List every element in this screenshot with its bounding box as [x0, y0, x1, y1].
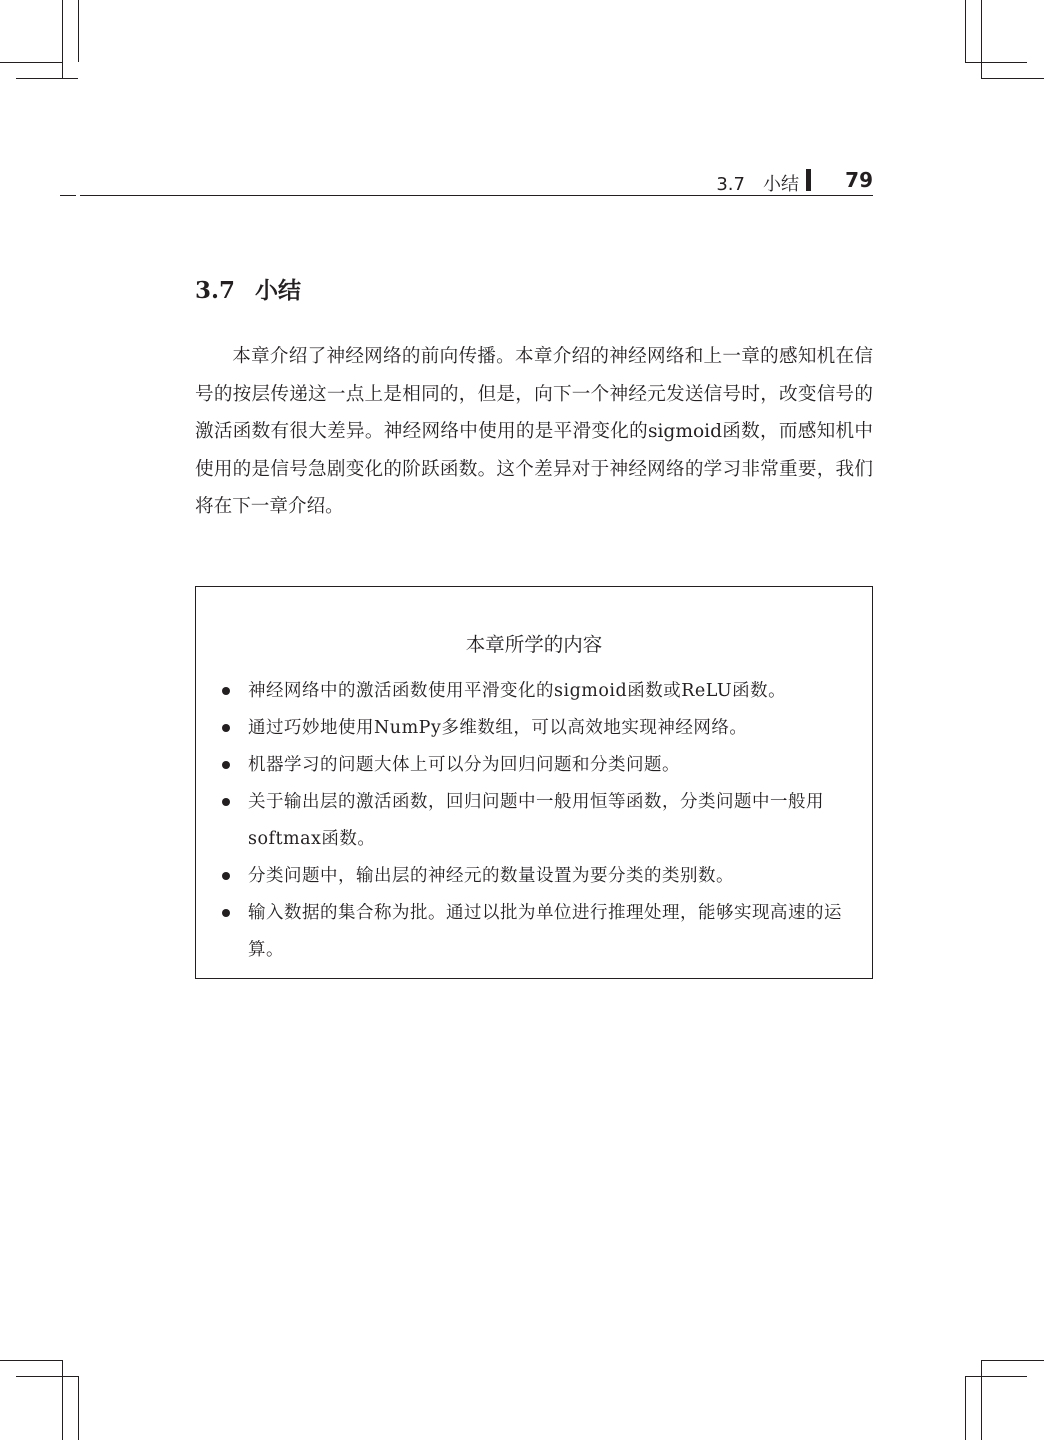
list-item-text: 关于输出层的激活函数，回归问题中一般用恒等函数，分类问题中一般用softmax函数。 [248, 792, 824, 849]
crop-mark-bottom-right-h2 [981, 1360, 1044, 1361]
list-item [220, 895, 854, 969]
crop-mark-bottom-right-h1 [965, 1376, 1027, 1377]
bullet-icon [222, 798, 230, 806]
crop-mark-bottom-left-h1 [0, 1360, 62, 1361]
running-head-bar [806, 169, 811, 191]
header-rule [80, 195, 873, 196]
crop-mark-top-right-v1 [965, 0, 966, 62]
summary-list [220, 673, 854, 969]
list-item-text: 机器学习的问题大体上可以分为回归问题和分类问题。 [248, 755, 680, 775]
bullet-icon [222, 687, 230, 695]
running-head: 3.7 小结 [716, 174, 799, 195]
section-number: 3.7 [195, 277, 236, 304]
list-item [220, 858, 854, 895]
crop-mark-top-left-h2 [16, 78, 78, 79]
header-rule-stub [60, 195, 76, 196]
crop-mark-bottom-right-v2 [981, 1360, 982, 1440]
list-item-text: 神经网络中的激活函数使用平滑变化的sigmoid函数或ReLU函数。 [248, 681, 787, 701]
summary-box-title: 本章所学的内容 [465, 633, 603, 656]
bullet-icon [222, 909, 230, 917]
page-header [80, 164, 873, 196]
crop-mark-top-right-h1 [965, 62, 1027, 63]
bullet-icon [222, 724, 230, 732]
list-item-text: 分类问题中，输出层的神经元的数量设置为要分类的类别数。 [248, 866, 734, 886]
crop-mark-bottom-left-v2 [78, 1376, 79, 1440]
crop-mark-top-left-h1 [0, 62, 62, 63]
crop-mark-bottom-left-h2 [16, 1376, 78, 1377]
crop-mark-top-left-v1 [62, 0, 63, 78]
section-title: 小结 [255, 278, 302, 304]
list-item [220, 747, 854, 784]
section-heading [195, 272, 301, 305]
body-paragraph: 本章介绍了神经网络的前向传播。本章介绍的神经网络和上一章的感知机在信号的按层传递这一点上是相同的，但是，向下一个神经元发送信号时，改变信号的激活函数有很大差异。神经网络中使用的是平滑变化的sigmoid函数，而感知机中使用的是信号急剧变化的阶跃函数。这个差异对于神经网络的学习非常重要，我们将在下一章介绍。 [195, 346, 873, 517]
list-item [220, 673, 854, 710]
page-number: 79 [845, 168, 873, 192]
crop-mark-bottom-left-v1 [62, 1360, 63, 1440]
summary-box [195, 586, 873, 979]
list-item-text: 输入数据的集合称为批。通过以批为单位进行推理处理，能够实现高速的运算。 [248, 903, 842, 960]
crop-mark-top-right-h2 [981, 78, 1044, 79]
crop-mark-top-left-v2 [78, 0, 79, 62]
bullet-icon [222, 872, 230, 880]
bullet-icon [222, 761, 230, 769]
list-item-text: 通过巧妙地使用NumPy多维数组，可以高效地实现神经网络。 [248, 718, 748, 738]
crop-mark-top-right-v2 [981, 0, 982, 78]
crop-mark-bottom-right-v1 [965, 1376, 966, 1440]
list-item [220, 784, 854, 858]
list-item [220, 710, 854, 747]
